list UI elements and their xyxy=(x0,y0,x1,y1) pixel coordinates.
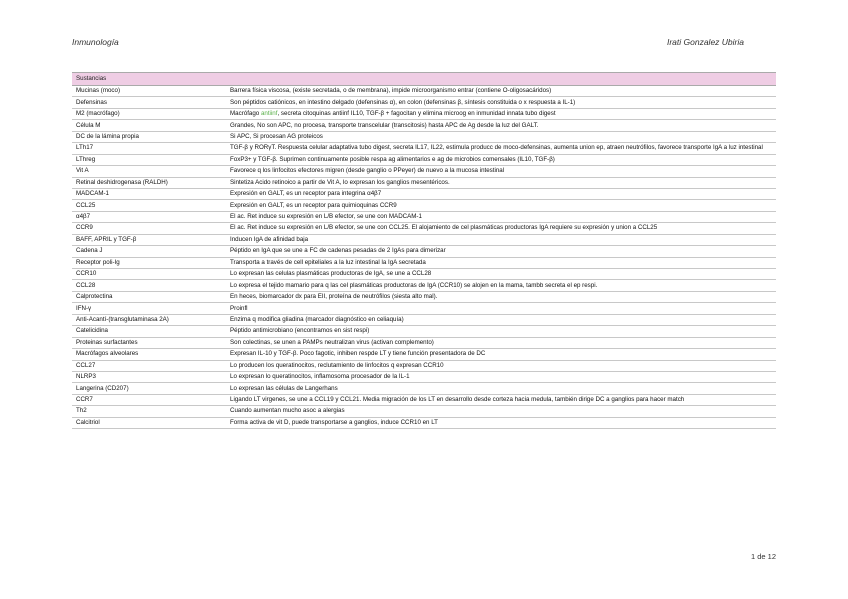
term-cell: IFN-γ xyxy=(72,303,226,314)
term-cell: NLRP3 xyxy=(72,371,226,382)
table-row xyxy=(72,371,776,382)
term-cell: LThreg xyxy=(72,154,226,165)
definition-cell: Son péptidos catiónicos, en intestino delgado (defensinas α), en colon (defensinas β, síntesis constituida o x respuesta a IL-1) xyxy=(226,97,776,108)
table-row xyxy=(72,314,776,325)
definition-cell: Lo expresan las células de Langerhans xyxy=(226,383,776,394)
table-row xyxy=(72,120,776,131)
table-row xyxy=(72,143,776,154)
term-cell: Proteinas surfactantes xyxy=(72,337,226,348)
term-cell: Célula M xyxy=(72,120,226,131)
term-cell: LTh17 xyxy=(72,143,226,154)
definition-cell: Lo expresa el tejido mamario para q las cel plasmáticas productoras de IgA (CCR10) se alojen en la mama, tambb secreta el ep respi. xyxy=(226,280,776,291)
term-cell: Th2 xyxy=(72,406,226,417)
table-row xyxy=(72,269,776,280)
header-subject: Inmunología xyxy=(72,37,119,47)
definition-cell: Lo expresan las celulas plasmáticas productoras de IgA, se une a CCL28 xyxy=(226,269,776,280)
table-row xyxy=(72,360,776,371)
table-row xyxy=(72,166,776,177)
definition-cell: Proinfl xyxy=(226,303,776,314)
table-row xyxy=(72,337,776,348)
term-cell: Mucinas (moco) xyxy=(72,86,226,97)
table-row xyxy=(72,406,776,417)
term-cell: CCL28 xyxy=(72,280,226,291)
table-row xyxy=(72,257,776,268)
definition-cell: Son colectinas, se unen a PAMPs neutralizan virus (activan complemento) xyxy=(226,337,776,348)
term-cell: DC de la lámina propia xyxy=(72,131,226,142)
table-row xyxy=(72,349,776,360)
definition-cell: Expresan IL-10 y TGF-β. Poco fagotic, inhiben respde LT y tiene función presentadora de DC xyxy=(226,349,776,360)
table-row xyxy=(72,326,776,337)
term-cell: Vit A xyxy=(72,166,226,177)
table-row xyxy=(72,177,776,188)
table-heading: Sustancias xyxy=(72,73,776,86)
definition-cell: Expresión en GALT, es un receptor para quimioquinas CCR9 xyxy=(226,200,776,211)
table-row xyxy=(72,154,776,165)
term-cell: Cadena J xyxy=(72,246,226,257)
term-cell: Calprotectina xyxy=(72,291,226,302)
table-row xyxy=(72,131,776,142)
definition-cell: Transporta a través de cell epiteliales a la luz intestinal la IgA secretada xyxy=(226,257,776,268)
term-cell: Langerina (CD207) xyxy=(72,383,226,394)
table-row xyxy=(72,97,776,108)
term-cell: Macrófagos alveolares xyxy=(72,349,226,360)
highlighted-term: antiinf xyxy=(260,110,278,118)
term-cell: CCR9 xyxy=(72,223,226,234)
table-row xyxy=(72,383,776,394)
term-cell: Defensinas xyxy=(72,97,226,108)
term-cell: α4β7 xyxy=(72,211,226,222)
table-row xyxy=(72,246,776,257)
definition-cell: Inducen IgA de afinidad baja xyxy=(226,234,776,245)
table-row xyxy=(72,108,776,119)
table-row xyxy=(72,394,776,405)
term-cell: Calcitriol xyxy=(72,417,226,428)
table-row xyxy=(72,234,776,245)
page-number: 1 de 12 xyxy=(750,552,776,561)
definition-cell: Barrera física viscosa, (existe secretada, o de membrana), impide microorganismo entrar (contiene O-oligosacáridos) xyxy=(226,86,776,97)
term-cell: Anti-Acantí-(transglutaminasa 2A) xyxy=(72,314,226,325)
definition-cell: Ligando LT virgenes, se une a CCL19 y CCL21. Media migración de los LT en desarrollo desde corteza hacia medula, también dirige DC a ganglios para hacer match xyxy=(226,394,776,405)
term-cell: BAFF, APRIL y TGF-β xyxy=(72,234,226,245)
term-cell: CCL27 xyxy=(72,360,226,371)
definition-cell: Expresión en GALT, es un receptor para integrina α4β7 xyxy=(226,188,776,199)
definition-cell: En heces, biomarcador dx para EII, proteína de neutrófilos (siesta alto mal). xyxy=(226,291,776,302)
header-author: Irati Gonzalez Ubiria xyxy=(666,37,744,47)
table-body xyxy=(72,86,776,429)
definition-cell: Péptido en IgA que se une a FC de cadenas pesadas de 2 IgAs para dimerizar xyxy=(226,246,776,257)
definition-cell: TGF-β y RORγT. Respuesta celular adaptativa tubo digest, secreta IL17, IL22, estimula producc de moco-defensinas, aumenta union ep, atraen neutrófilos, favorece transporte IgA a luz intestinal xyxy=(226,143,776,154)
definition-cell: Péptido antimicrobiano (encontramos en sist respi) xyxy=(226,326,776,337)
table-row xyxy=(72,417,776,428)
table-row xyxy=(72,291,776,302)
definition-text: Macrófago xyxy=(230,110,261,118)
term-cell: Receptor poli-Ig xyxy=(72,257,226,268)
term-cell: CCL25 xyxy=(72,200,226,211)
term-cell: CCR7 xyxy=(72,394,226,405)
term-cell: CCR10 xyxy=(72,269,226,280)
table-row xyxy=(72,280,776,291)
substances-table xyxy=(72,72,776,429)
definition-cell: Enzima q modifica gliadina (marcador diagnóstico en celiaquía) xyxy=(226,314,776,325)
term-cell: MADCAM-1 xyxy=(72,188,226,199)
table-row xyxy=(72,200,776,211)
term-cell: M2 (macrófago) xyxy=(72,108,226,119)
definition-cell: Grandes, No son APC, no procesa, transporte transcelular (transcitosis) hasta APC de Ag desde la luz del GALT. xyxy=(226,120,776,131)
definition-cell: Lo expresan lo queratinocitos, inflamosoma procesador de la IL-1 xyxy=(226,371,776,382)
definition-cell: Cuando aumentan mucho asoc a alergias xyxy=(226,406,776,417)
definition-cell: Lo producen los queratinocitos, reclutamiento de linfocitos q expresan CCR10 xyxy=(226,360,776,371)
definition-cell: Sintetiza Acido retinoico a partir de Vit A, lo expresan los ganglios mesentéricos. xyxy=(226,177,776,188)
table-row xyxy=(72,211,776,222)
definition-cell: Forma activa de vit D, puede transportarse a ganglios, induce CCR10 en LT xyxy=(226,417,776,428)
definition-text: , secreta citoquinas antiinf IL10, TGF-β + fagocitan y elimina microog en inmunidad innata tubo digest xyxy=(277,110,556,118)
definition-cell xyxy=(226,108,776,119)
term-cell: Retinal deshidrogenasa (RALDH) xyxy=(72,177,226,188)
definition-cell: Favorece q los linfocitos efectores migren (desde ganglio o PPeyer) de nuevo a la mucosa intestinal xyxy=(226,166,776,177)
table-row xyxy=(72,86,776,97)
table-header-row xyxy=(72,73,776,86)
table-row xyxy=(72,223,776,234)
term-cell: Catelicidina xyxy=(72,326,226,337)
table-row xyxy=(72,188,776,199)
table-row xyxy=(72,303,776,314)
definition-cell: El ac. Ret induce su expresión en L/B efector, se une con CCL25. El alojamiento de cel plasmáticas productoras IgA requiere su expresión y union a CCL25 xyxy=(226,223,776,234)
definition-cell: FoxP3+ y TGF-β. Suprimen continuamente posible respa ag alimentarios e ag de microbios comensales (IL10, TGF-β) xyxy=(226,154,776,165)
definition-cell: El ac. Ret induce su expresión en L/B efector, se une con MADCAM-1 xyxy=(226,211,776,222)
definition-cell: Si APC, Si procesan AG proteicos xyxy=(226,131,776,142)
